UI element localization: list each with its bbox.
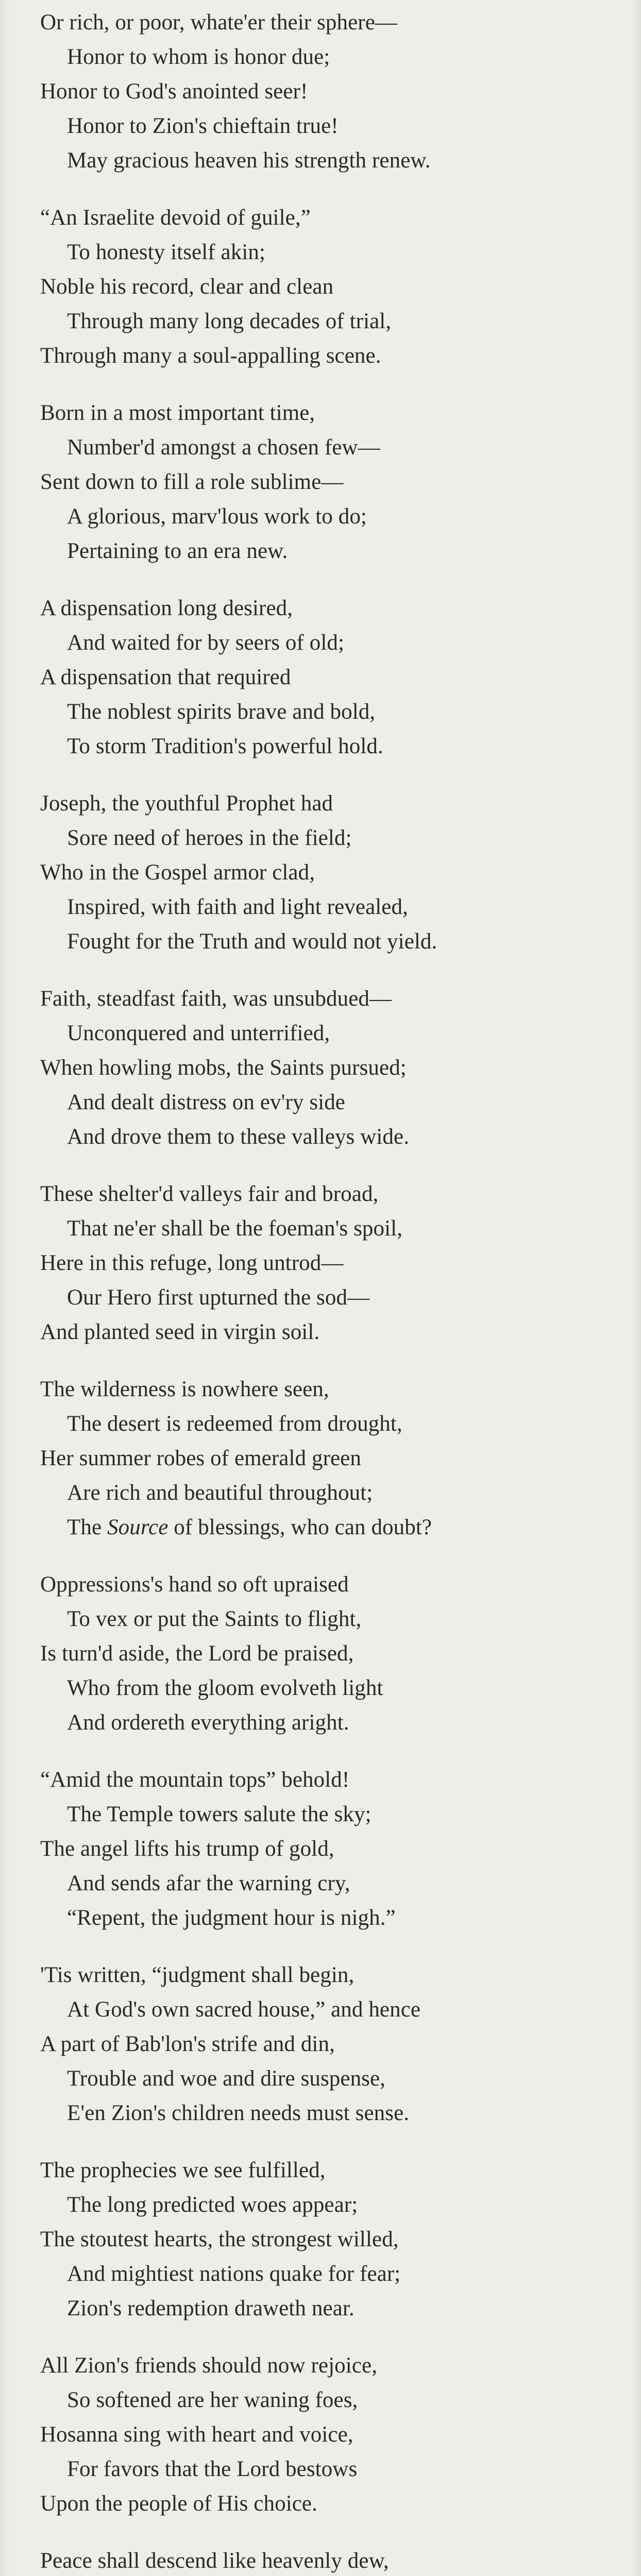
poem-line: All Zion's friends should now rejoice, [40, 2353, 378, 2378]
poem-line: That ne'er shall be the foeman's spoil, [67, 1216, 403, 1241]
poem-line: Our Hero first upturned the sod— [67, 1285, 370, 1310]
poem-line: A glorious, marv'lous work to do; [67, 504, 367, 529]
poem-line: Fought for the Truth and would not yield. [67, 929, 437, 954]
poem-line: Trouble and woe and dire suspense, [67, 2066, 386, 2091]
poem-line: These shelter'd valleys fair and broad, [40, 1182, 379, 1206]
poem-line: The angel lifts his trump of gold, [40, 1837, 334, 1861]
poem-line: To honesty itself akin; [67, 240, 266, 264]
poem-line: And sends afar the warning cry, [67, 1871, 350, 1895]
poem-line: And planted seed in virgin soil. [40, 1320, 320, 1344]
poem-line: And ordereth everything aright. [67, 1710, 349, 1735]
poem-line: The Source of blessings, who can doubt? [67, 1515, 432, 1539]
stanza-1 [40, 5, 622, 178]
stanza-12 [40, 2153, 622, 2326]
poem-line: The Temple towers salute the sky; [67, 1802, 372, 1826]
poem-line: Honor to whom is honor due; [67, 45, 330, 69]
stanza-7 [40, 1177, 622, 1349]
poem-line: Number'd amongst a chosen few— [67, 435, 380, 460]
poem-line: To storm Tradition's powerful hold. [67, 734, 383, 758]
poem-line: Honor to Zion's chieftain true! [67, 114, 339, 138]
poem-line: The prophecies we see fulfilled, [40, 2158, 326, 2182]
poem-line: “An Israelite devoid of guile,” [40, 206, 311, 230]
poem-line: The wilderness is nowhere seen, [40, 1377, 329, 1401]
poem-line: Noble his record, clear and clean [40, 275, 334, 299]
poem-line: Or rich, or poor, whate'er their sphere— [40, 10, 397, 35]
poem-line: “Amid the mountain tops” behold! [40, 1768, 350, 1792]
poem-line: Who in the Gospel armor clad, [40, 860, 315, 885]
stanza-3 [40, 396, 622, 568]
poem-line: A dispensation that required [40, 665, 291, 689]
poem-line: Inspired, with faith and light revealed, [67, 895, 408, 919]
poem-line: Born in a most important time, [40, 401, 315, 425]
poem-line: May gracious heaven his strength renew. [67, 148, 431, 173]
poem-line: E'en Zion's children needs must sense. [67, 2101, 410, 2125]
stanza-13 [40, 2348, 622, 2521]
poem-line: Joseph, the youthful Prophet had [40, 791, 333, 816]
poem-line: And dealt distress on ev'ry side [67, 1090, 345, 1114]
italic-word: Source [107, 1515, 168, 1539]
poem-line: Hosanna sing with heart and voice, [40, 2422, 353, 2447]
poem-line: Peace shall descend like heavenly dew, [40, 2549, 389, 2573]
poem-line: The long predicted woes appear; [67, 2193, 358, 2217]
poem-line: Sore need of heroes in the field; [67, 826, 352, 850]
stanza-14 [40, 2544, 622, 2576]
poem-line: Upon the people of His choice. [40, 2492, 317, 2516]
stanza-9 [40, 1567, 622, 1740]
poem-line: The stoutest hearts, the strongest willed, [40, 2227, 399, 2251]
poem-line: Is turn'd aside, the Lord be praised, [40, 1641, 354, 1666]
poem-line: For favors that the Lord bestows [67, 2457, 358, 2481]
poem-line: When howling mobs, the Saints pursued; [40, 1056, 407, 1080]
stanza-5 [40, 786, 622, 959]
poem-line: So softened are her waning foes, [67, 2388, 358, 2412]
poem-line: The desert is redeemed from drought, [67, 1412, 402, 1436]
poem-line: To vex or put the Saints to flight, [67, 1607, 362, 1631]
poem-line: Oppressions's hand so oft upraised [40, 1572, 349, 1597]
poem-line: A part of Bab'lon's strife and din, [40, 2032, 335, 2056]
poem-line: Her summer robes of emerald green [40, 1446, 361, 1470]
poem-line: Honor to God's anointed seer! [40, 79, 308, 104]
stanza-6 [40, 981, 622, 1154]
poem-line: Who from the gloom evolveth light [67, 1676, 383, 1700]
stanza-2 [40, 200, 622, 373]
poem-line: “Repent, the judgment hour is nigh.” [67, 1906, 396, 1930]
poem-line: Are rich and beautiful throughout; [67, 1481, 373, 1505]
poem-line: Pertaining to an era new. [67, 539, 288, 563]
poem-line: The noblest spirits brave and bold, [67, 700, 376, 724]
poem-line: And waited for by seers of old; [67, 631, 345, 655]
poem-line: Zion's redemption draweth near. [67, 2296, 355, 2320]
poem-line: Here in this refuge, long untrod— [40, 1251, 344, 1275]
poem-line: Through many a soul-appalling scene. [40, 344, 381, 368]
poem-line: And drove them to these valleys wide. [67, 1125, 410, 1149]
poem-line: 'Tis written, “judgment shall begin, [40, 1963, 355, 1987]
poem-line: A dispensation long desired, [40, 596, 293, 620]
stanza-10 [40, 1762, 622, 1935]
stanza-8 [40, 1372, 622, 1545]
poem-line: Sent down to fill a role sublime— [40, 470, 344, 494]
stanza-4 [40, 591, 622, 764]
poem-line: Unconquered and unterrified, [67, 1021, 330, 1045]
poem-line: Faith, steadfast faith, was unsubdued— [40, 987, 392, 1011]
poem-line: At God's own sacred house,” and hence [67, 1997, 421, 2022]
poem-line: And mightiest nations quake for fear; [67, 2262, 401, 2286]
stanza-11 [40, 1958, 622, 2130]
poem-line: Through many long decades of trial, [67, 309, 392, 333]
